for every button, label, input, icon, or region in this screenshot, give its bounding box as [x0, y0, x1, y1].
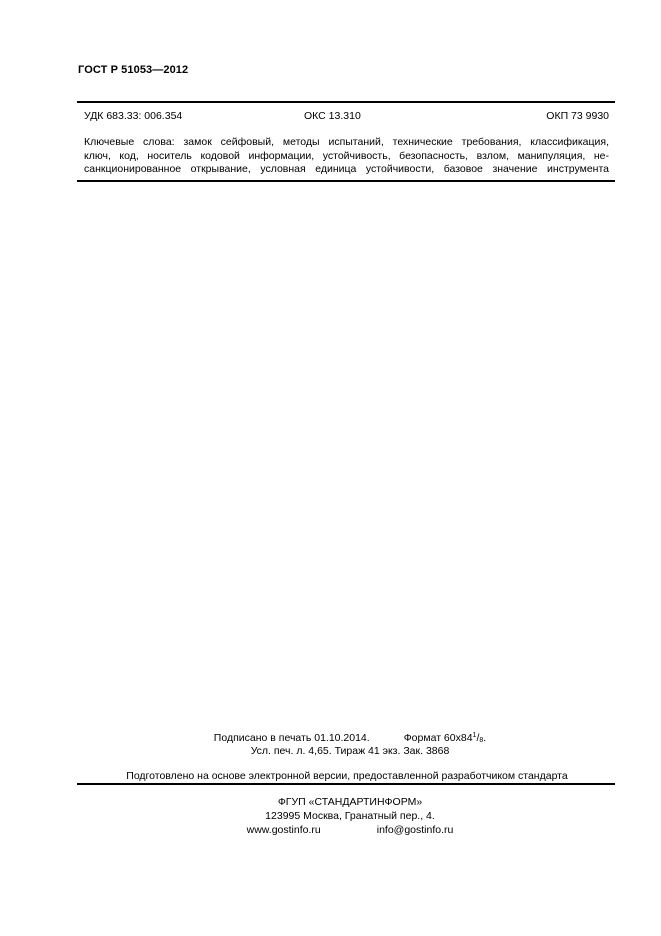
document-header-id: ГОСТ Р 51053—2012 — [78, 64, 189, 76]
signed-date: Подписано в печать 01.10.2014. — [213, 732, 370, 744]
publisher-email: info@gostinfo.ru — [376, 824, 454, 836]
keywords-line-3: санкционированное открывание, условная единица устойчивости, базовое значение инструмента — [84, 163, 609, 175]
publisher-address: 123995 Москва, Гранатный пер., 4. — [265, 810, 435, 822]
prepared-note: Подготовлено на основе электронной версии, предоставленной разработчиком стандарта — [126, 770, 568, 782]
udk-code: УДК 683.33: 006.354 — [84, 110, 183, 122]
publisher-name: ФГУП «СТАНДАРТИНФОРМ» — [277, 796, 423, 808]
keywords-line-2: ключ, код, носитель кодовой информации, устойчивость, безопасность, взлом, манипуляция, не- — [84, 149, 609, 162]
classification-row — [84, 110, 609, 124]
format-suffix: . — [483, 732, 487, 744]
format-denominator: 8 — [479, 737, 484, 744]
imprint-line-1: Подписано в печать 01.10.2014. Формат $60x84^1/8$. — [213, 732, 487, 744]
keywords-line-1: Ключевые слова: замок сейфовый, методы испытаний, технические требования, классификация, — [84, 136, 609, 148]
keywords-block — [84, 136, 609, 177]
format-numerator: 1 — [472, 732, 477, 739]
publisher-contacts — [140, 824, 560, 836]
publisher-website: www.gostinfo.ru — [246, 824, 321, 836]
top-divider — [77, 101, 615, 103]
oks-code: ОКС 13.310 — [304, 110, 361, 122]
imprint-line-2: Усл. печ. л. 4,65. Тираж 41 экз. Зак. 3868 — [250, 745, 450, 757]
format-prefix: Формат 60x84 — [403, 732, 473, 744]
okp-code: ОКП 73 9930 — [546, 110, 609, 122]
bottom-divider — [77, 783, 615, 785]
keywords-divider — [77, 180, 615, 182]
